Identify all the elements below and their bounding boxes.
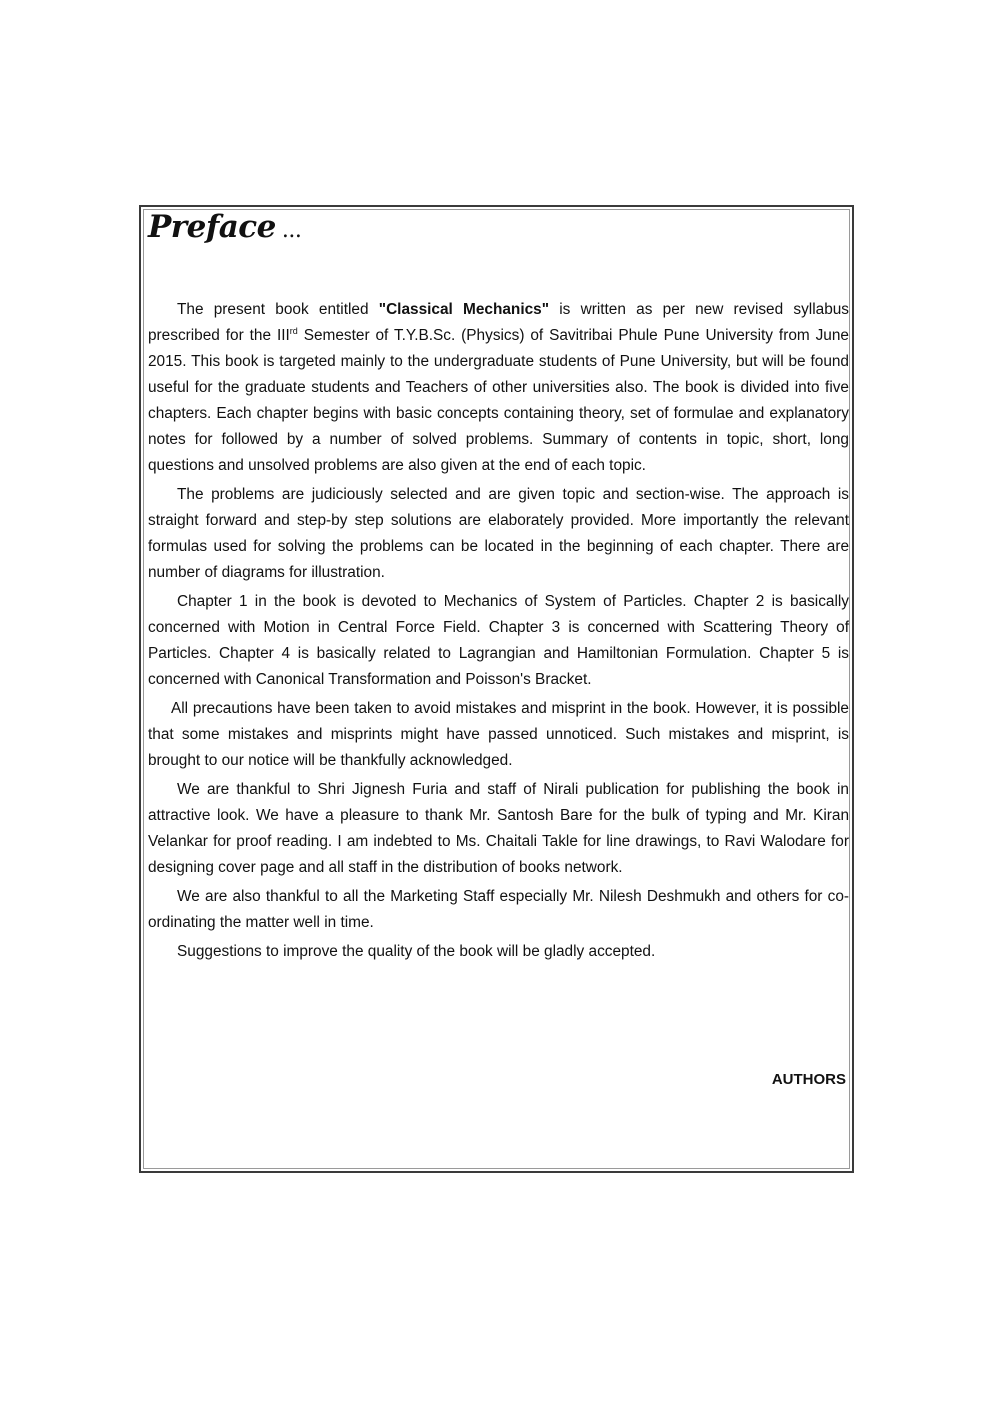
- preface-frame: [139, 205, 854, 1173]
- paragraph-thanks: We are thankful to Shri Jignesh Furia and staff of Nirali publication for publishing the book in attractive look. We have a pleasure to thank Mr. Santosh Bare for the bulk of typing and Mr. Kiran Velankar for proof reading. I am indebted to Ms. Chaitali Takle for line drawings, to Ravi Walodare for designing cover page and all staff in the distribution of books network.: [148, 781, 849, 876]
- paragraph-suggestions: Suggestions to improve the quality of the book will be gladly accepted.: [177, 943, 656, 960]
- intro-text-b: is written as per new revised syllabus prescribed for the III: [148, 301, 850, 344]
- intro-text-c: Semester of T.Y.B.Sc. (Physics) of Savitribai Phule Pune University from June 2015. This book is targeted mainly to the undergraduate students of Pune University, but will be found useful for the graduate students and Teachers of other universities also. The book is divided into five chapters. Each chapter begins with basic concepts containing theory, set of formulae and explanatory notes for followed by a number of solved problems. Summary of contents in topic, short, long questions and unsolved problems are also given at the end of each topic.: [148, 327, 849, 474]
- book-title: "Classical Mechanics": [378, 301, 550, 318]
- page-title: [148, 209, 301, 245]
- preface-body: [148, 297, 849, 968]
- intro-text-a: The present book entitled: [177, 301, 379, 318]
- ordinal-superscript: rd: [289, 326, 298, 336]
- title-ellipsis: ...: [281, 218, 302, 243]
- paragraph-precautions: All precautions have been taken to avoid mistakes and misprint in the book. However, it is possible that some mistakes and misprints might have passed unnoticed. Such mistakes and misprint, is brought to our notice will be thankfully acknowledged.: [148, 700, 849, 769]
- title-text: Preface: [148, 209, 276, 245]
- paragraph-problems: The problems are judiciously selected and are given topic and section-wise. The approach is straight forward and step-by step solutions are elaborately provided. More importantly the relevant formulas used for solving the problems can be located in the beginning of each chapter. There are number of diagrams for illustration.: [148, 486, 849, 581]
- paragraph-marketing: We are also thankful to all the Marketing Staff especially Mr. Nilesh Deshmukh and others for co-ordinating the matter well in time.: [148, 888, 849, 931]
- authors-signature: AUTHORS: [771, 1071, 846, 1088]
- paragraph-intro: [148, 297, 849, 479]
- paragraph-chapters: Chapter 1 in the book is devoted to Mechanics of System of Particles. Chapter 2 is basically concerned with Motion in Central Force Field. Chapter 3 is concerned with Scattering Theory of Particles. Chapter 4 is basically related to Lagrangian and Hamiltonian Formulation. Chapter 5 is concerned with Canonical Transformation and Poisson's Bracket.: [148, 593, 849, 688]
